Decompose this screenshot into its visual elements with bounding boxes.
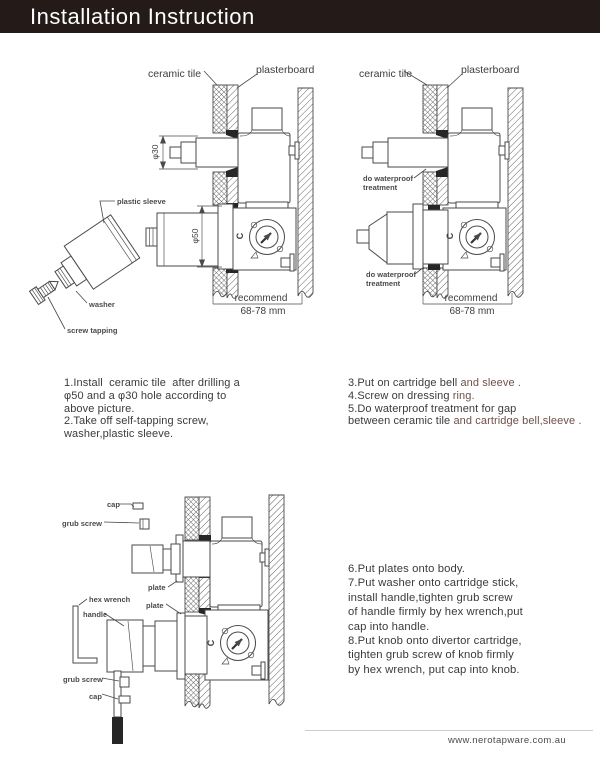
instruction-line: washer,plastic sleeve. [64,428,174,441]
label-waterproof-top-2: treatment [363,183,398,192]
label-grub-screw-top: grub screw [62,519,103,528]
footer-url: www.nerotapware.com.au [448,735,567,746]
recommend-range-label: 68-78 mm [449,306,495,317]
label-plasterboard: plasterboard [461,64,520,76]
instruction-line: 7.Put washer onto cartridge stick, [348,577,519,590]
wall-stud [298,88,313,297]
instruction-line: φ50 and a φ30 hole according to [64,389,227,402]
cartridge-stick [170,138,238,167]
instruction-line: above picture. [64,402,135,415]
instruction-line: 2.Take off self-tapping screw, [64,415,209,428]
label-plate-1: plate [148,583,166,592]
diagram-1 [19,64,314,335]
recommend-range-label: 68-78 mm [240,306,286,317]
instruction-line: 6.Put plates onto body. [348,563,466,575]
dim-phi30-label: φ30 [150,144,160,160]
instruction-line: of handle firmly by hex wrench,put [348,606,523,619]
instruction-line [348,390,598,403]
label-cap-bottom: cap [89,692,102,701]
label-waterproof-top: do waterproof [363,174,413,183]
wall-stud [269,495,284,705]
label-plastic-sleeve: plastic sleeve [117,197,166,206]
grub-screw-bottom-shape [120,677,129,687]
cap-bottom-shape [119,696,130,703]
label-ceramic-tile: ceramic tile [148,68,202,80]
dial-c-label: C [206,639,216,647]
plastic-sleeve-shape [19,215,139,320]
cap-top-shape [133,503,143,509]
instruction-line: 8.Put knob onto divertor cartridge, [348,635,522,648]
step-text: between ceramic tile [348,415,454,428]
instruction-line: 5.Do waterproof treatment for gap [348,402,517,415]
cartridge-stick [362,138,448,167]
step-text-accent: ring. [452,389,475,402]
label-screw-tapping: screw tapping [67,326,118,335]
instruction-line: install handle,tighten grub screw [348,591,513,604]
instructions-steps-6-8 [348,562,593,677]
instruction-line: tighten grub screw of knob firmly [348,649,514,662]
instructions-steps-1-2 [64,377,319,441]
instruction-line [348,415,598,428]
step-text: 3.Put on cartridge bell [348,377,461,389]
wall-ceramic-tile [185,497,199,707]
dimension-recommend [213,293,302,317]
diagram-2 [357,64,523,317]
diagram-3 [62,495,284,744]
divertor-knob [132,535,210,582]
label-waterproof-bottom-2: treatment [366,279,401,288]
label-handle: handle [83,610,108,619]
recommend-label: recommend [444,293,498,304]
label-grub-screw-bottom: grub screw [63,675,104,684]
step-text: 4.Screw on dressing [348,389,453,402]
label-ceramic-tile: ceramic tile [359,68,413,80]
wall-stud [508,88,523,297]
handle-assembly [107,613,207,679]
page-title: Installation Instruction [30,4,255,29]
label-hex-wrench: hex wrench [89,595,131,604]
instruction-line: by hex wrench, put cap into knob. [348,663,520,676]
label-plate-2: plate [146,601,164,610]
label-cap-top: cap [107,500,120,509]
label-plasterboard: plasterboard [256,64,315,76]
instruction-line [348,377,598,390]
recommend-label: recommend [234,293,288,304]
screw-shape [30,275,63,304]
step-text-accent: and cartridge bell,sleeve . [453,415,582,428]
step-text-accent: and sleeve . [460,377,521,389]
cartridge-bell-mounted [357,204,448,269]
label-waterproof-bottom: do waterproof [366,270,416,279]
instruction-line: cap into handle. [348,620,430,633]
instructions-steps-3-5 [348,377,598,428]
instruction-line: 1.Install ceramic tile after drilling a [64,377,240,389]
footer-divider [305,730,593,731]
dim-phi50-label: φ50 [190,228,200,244]
dimension-recommend [423,293,512,317]
grub-screw-top-shape [140,519,149,529]
dial-c-label: C [445,232,455,240]
dial-c-label: C [235,232,245,240]
label-washer: washer [89,300,115,309]
